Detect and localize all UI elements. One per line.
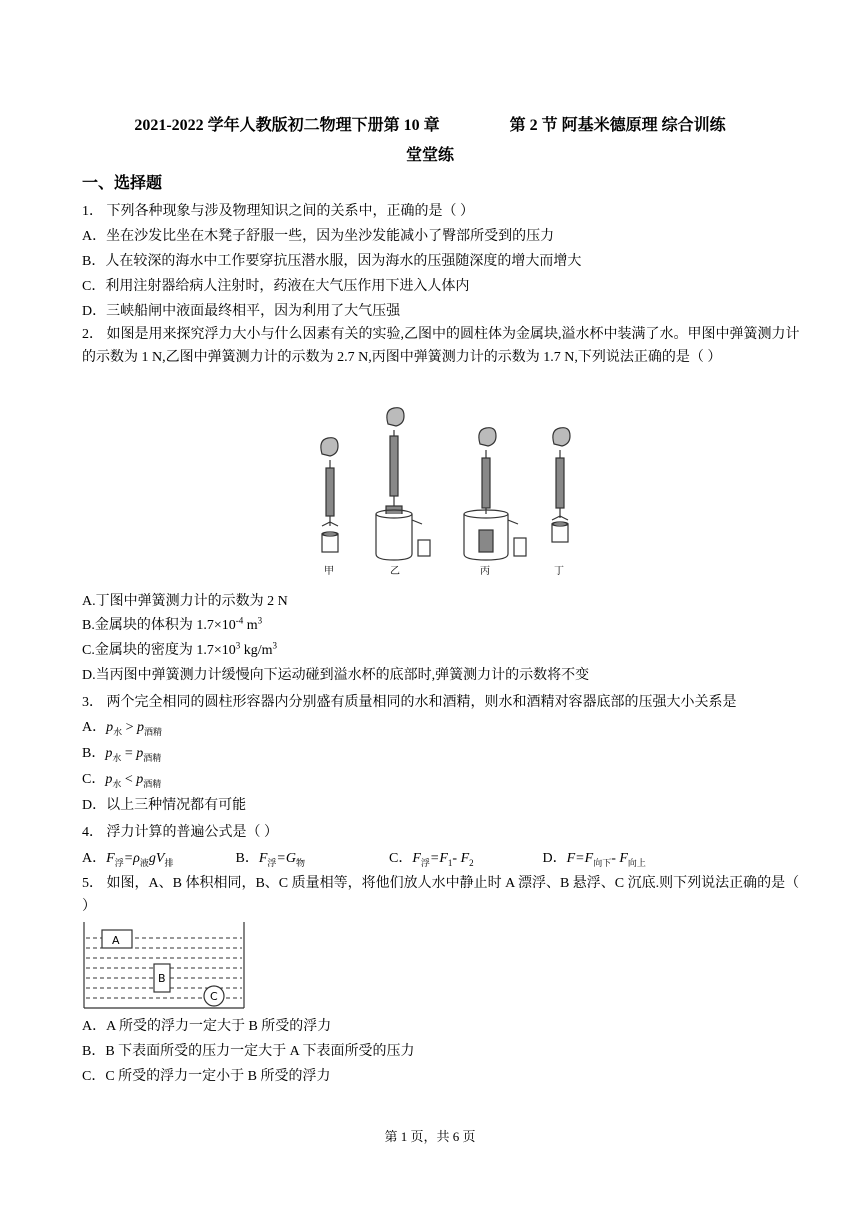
question-1-stem: 1． 下列各种现象与涉及物理知识之间的关系中，正确的是（ ） [82, 204, 474, 219]
figure-label-yi: 乙 [390, 566, 400, 577]
block-label-b: B [158, 972, 166, 985]
document-title-line2: 堂堂练 [405, 147, 454, 164]
figure-label-ding: 丁 [554, 566, 564, 577]
question-4-option-a: A．F浮=ρ液gV排 [82, 851, 174, 868]
buoyancy-figure [82, 922, 248, 1012]
question-5-option-b: B．B 下表面所受的压力一定大于 A 下表面所受的压力 [82, 1044, 415, 1059]
question-3-option-b: B．$p_水 = p_{酒精}$ [82, 746, 162, 763]
block-label-a: A [112, 934, 120, 947]
question-2-option-b: B.金属块的体积为 $1.7\times 10^{-4}$ $m^3$ [82, 615, 263, 633]
question-4-option-b: B．F浮=G物 [235, 851, 305, 868]
page-footer: 第 1 页，共 6 页 [384, 1129, 476, 1144]
figure-label-bing: 丙 [480, 566, 490, 577]
question-3-option-c: C．$p_水 < p_{酒精}$ [82, 772, 162, 789]
question-3-option-a: A．$p_水 > p_{酒精}$ [82, 720, 163, 737]
question-4-options [82, 847, 646, 867]
question-2-option-d: D.当丙图中弹簧测力计缓慢向下运动碰到溢水杯的底部时,弹簧测力计的示数将不变 [82, 668, 590, 683]
question-5-option-a: A．A 所受的浮力一定大于 B 所受的浮力 [82, 1019, 332, 1034]
ball-label-c: C [210, 990, 218, 1003]
figure-label-jia: 甲 [324, 566, 334, 577]
question-4-stem: 4． 浮力计算的普遍公式是（ ） [82, 825, 278, 840]
question-2-option-a: A.丁图中弹簧测力计的示数为 2 N [82, 594, 288, 609]
section-heading: 一、选择题 [82, 175, 163, 192]
question-5-option-c: C．C 所受的浮力一定小于 B 所受的浮力 [82, 1069, 331, 1084]
spring-scale-figure [306, 402, 592, 578]
question-4-option-d: D．F=F向下- F向上 [542, 851, 646, 868]
question-1-option-a: A．坐在沙发比坐在木凳子舒服一些，因为坐沙发能减小了臀部所受到的压力 [82, 229, 555, 244]
question-4-option-c: C．F浮=F1- F2 [389, 851, 474, 868]
question-2-option-c: C.金属块的密度为 $1.7\times 10^3$ $kg/m^3$ [82, 640, 278, 658]
question-1-option-c: C．利用注射器给病人注射时，药液在大气压作用下进入人体内 [82, 279, 470, 294]
question-2-stem: 2． 如图是用来探究浮力大小与什么因素有关的实验,乙图中的圆柱体为金属块,溢水杯中装满了水。甲图中弹簧测力计的示数为 1 N,乙图中弹簧测力计的示数为 2.7 N,丙图中弹簧测力计的示数为 1.7 N,下列说法正确的是（ ） [82, 327, 800, 365]
question-5-stem: 5． 如图，A、B 体积相同，B、C 质量相等，将他们放人水中静止时 A 漂浮、B 悬浮、C 沉底.则下列说法正确的是（ ） [82, 876, 800, 914]
question-1-option-d: D．三峡船闸中液面最终相平，因为利用了大气压强 [82, 304, 401, 319]
question-3-option-d: D．以上三种情况都有可能 [82, 798, 247, 813]
document-title: 2021-2022 学年人教版初二物理下册第 10 章 第 2 节 阿基米德原理 综合训练 [134, 117, 726, 134]
question-1-option-b: B．人在较深的海水中工作要穿抗压潜水服，因为海水的压强随深度的增大而增大 [82, 254, 582, 269]
question-3-stem: 3． 两个完全相同的圆柱形容器内分别盛有质量相同的水和酒精，则水和酒精对容器底部的压强大小关系是 [82, 695, 737, 710]
